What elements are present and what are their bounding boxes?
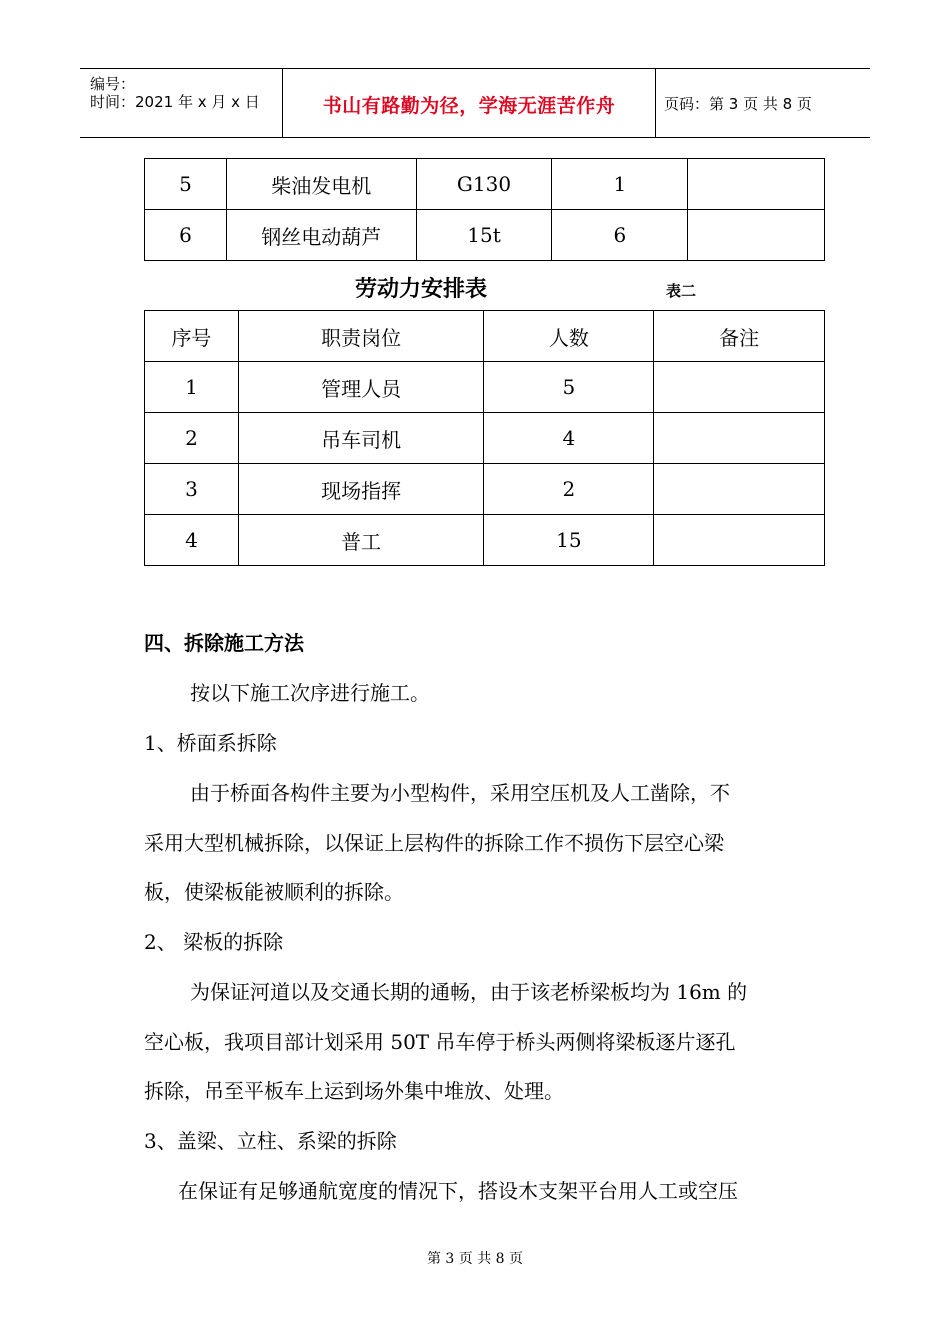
table-cell: 2 [145, 413, 239, 464]
table-row [145, 362, 825, 413]
table-cell: 管理人员 [238, 362, 484, 413]
table-cell [654, 413, 825, 464]
paragraph-line: 板，使梁板能被顺利的拆除。 [144, 880, 404, 904]
table-cell: 柴油发电机 [226, 159, 416, 210]
table-cell [654, 515, 825, 566]
section-title: 四、拆除施工方法 [144, 631, 304, 655]
table-cell [654, 464, 825, 515]
table-cell: 6 [145, 210, 227, 261]
table-cell: 5 [145, 159, 227, 210]
table-cell: 1 [552, 159, 688, 210]
table-row [145, 159, 825, 210]
item-heading: 3、盖梁、立柱、系梁的拆除 [144, 1129, 397, 1153]
labor-table-tag: 表二 [666, 282, 697, 300]
table-cell [654, 362, 825, 413]
paragraph-line: 在保证有足够通航宽度的情况下，搭设木支架平台用人工或空压 [178, 1179, 738, 1203]
table-cell: 4 [145, 515, 239, 566]
table-cell: 1 [145, 362, 239, 413]
table-cell: 吊车司机 [238, 413, 484, 464]
column-header: 职责岗位 [238, 311, 484, 362]
table-cell: 3 [145, 464, 239, 515]
column-header: 备注 [654, 311, 825, 362]
table-cell: 5 [484, 362, 654, 413]
page-header [80, 68, 870, 138]
column-header: 人数 [484, 311, 654, 362]
paragraph-line: 按以下施工次序进行施工。 [190, 681, 430, 705]
paragraph-line: 由于桥面各构件主要为小型构件，采用空压机及人工凿除，不 [190, 781, 730, 805]
column-header: 序号 [145, 311, 239, 362]
table-cell: 普工 [238, 515, 484, 566]
item-heading: 2、 梁板的拆除 [144, 930, 284, 954]
table-row [145, 210, 825, 261]
motto: 书山有路勤为径，学海无涯苦作舟 [322, 94, 616, 117]
table-cell: 15 [484, 515, 654, 566]
labor-table-title: 劳动力安排表 [355, 277, 488, 302]
header-meta [80, 69, 280, 137]
table-cell: 2 [484, 464, 654, 515]
table-cell: 6 [552, 210, 688, 261]
header-page-info [664, 69, 870, 137]
paragraph-line: 为保证河道以及交通长期的通畅，由于该老桥梁板均为 16m 的 [190, 980, 748, 1004]
table-row [145, 515, 825, 566]
table-cell [688, 210, 825, 261]
page-info: 页码：第 3 页 共 8 页 [664, 94, 812, 113]
table-cell: 4 [484, 413, 654, 464]
table-header-row [145, 311, 825, 362]
number-label: 编号： [90, 75, 136, 93]
paragraph-line: 空心板，我项目部计划采用 50T 吊车停于桥头两侧将梁板逐片逐孔 [144, 1030, 736, 1054]
table-cell: 现场指挥 [238, 464, 484, 515]
paragraph-line: 采用大型机械拆除，以保证上层构件的拆除工作不损伤下层空心梁 [144, 831, 724, 855]
time-label: 时间：2021 年 x 月 x 日 [90, 93, 260, 111]
table-row [145, 464, 825, 515]
labor-table [144, 310, 825, 566]
paragraph-line: 拆除，吊至平板车上运到场外集中堆放、处理。 [144, 1079, 564, 1103]
header-motto-cell [282, 69, 656, 137]
table-row [145, 413, 825, 464]
item-heading: 1、桥面系拆除 [144, 731, 277, 755]
page-footer: 第 3 页 共 8 页 [426, 1251, 524, 1267]
table-cell: 钢丝电动葫芦 [226, 210, 416, 261]
table-cell: G130 [416, 159, 552, 210]
table-cell [688, 159, 825, 210]
table-cell: 15t [416, 210, 552, 261]
equipment-table [144, 158, 825, 261]
